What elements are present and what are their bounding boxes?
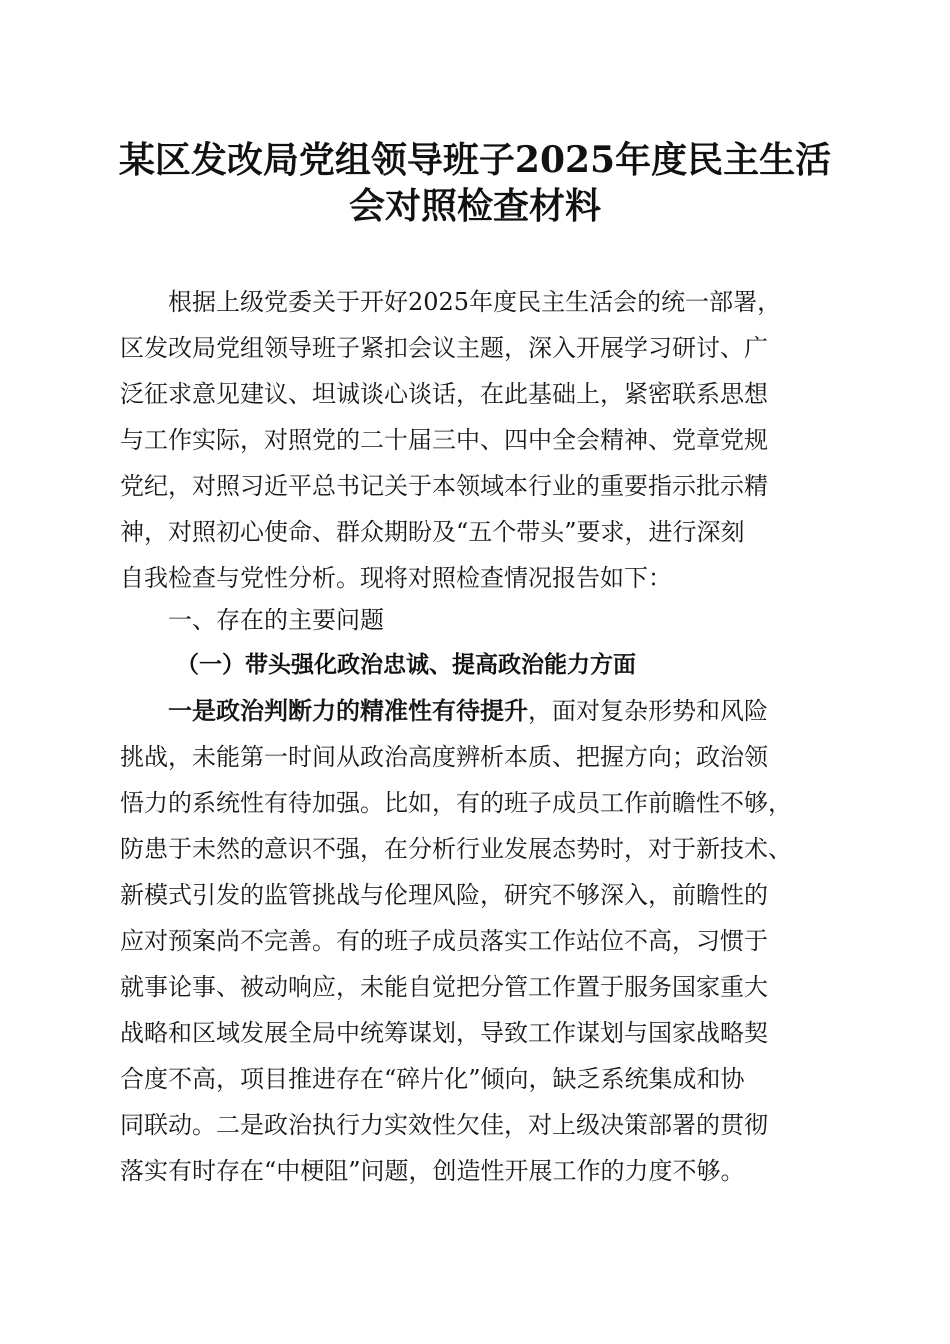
intro-line: 泛征求意见建议、坦诚谈心谈话，在此基础上，紧密联系思想 bbox=[120, 380, 768, 408]
intro-line: 神，对照初心使命、群众期盼及“五个带头”要求，进行深刻 bbox=[120, 518, 745, 546]
intro-line: 与工作实际，对照党的二十届三中、四中全会精神、党章党规 bbox=[120, 426, 768, 454]
intro-line: 根据上级党委关于开好2025年度民主生活会的统一部署， bbox=[168, 288, 782, 316]
paragraph-line: 就事论事、被动响应，未能自觉把分管工作置于服务国家重大 bbox=[120, 973, 768, 1001]
paragraph-line: 悟力的系统性有待加强。比如，有的班子成员工作前瞻性不够， bbox=[120, 789, 792, 817]
paragraph-line: 防患于未然的意识不强，在分析行业发展态势时，对于新技术、 bbox=[120, 835, 792, 863]
paragraph-line: 应对预案尚不完善。有的班子成员落实工作站位不高，习惯于 bbox=[120, 927, 768, 955]
intro-line: 自我检查与党性分析。现将对照检查情况报告如下： bbox=[120, 564, 672, 592]
document-title-line-1: 某区发改局党组领导班子2025年度民主生活 bbox=[118, 139, 832, 181]
section-heading: 一、存在的主要问题 bbox=[168, 606, 384, 634]
paragraph-line: 同联动。二是政治执行力实效性欠佳，对上级决策部署的贯彻 bbox=[120, 1111, 768, 1139]
intro-line: 党纪，对照习近平总书记关于本领域本行业的重要指示批示精 bbox=[120, 472, 768, 500]
document-title-line-2: 会对照检查材料 bbox=[348, 185, 601, 227]
paragraph-line: 新模式引发的监管挑战与伦理风险，研究不够深入，前瞻性的 bbox=[120, 881, 768, 909]
paragraph-first-line bbox=[168, 694, 888, 728]
emphasis-text: 一是政治判断力的精准性有待提升 bbox=[168, 696, 528, 725]
paragraph-line: 合度不高，项目推进存在“碎片化”倾向，缺乏系统集成和协 bbox=[120, 1065, 745, 1093]
paragraph-line: 战略和区域发展全局中统筹谋划，导致工作谋划与国家战略契 bbox=[120, 1019, 768, 1047]
paragraph-line: 落实有时存在“中梗阻”问题，创造性开展工作的力度不够。 bbox=[120, 1157, 745, 1185]
paragraph-text: ，面对复杂形势和风险 bbox=[528, 697, 768, 725]
paragraph-line: 挑战，未能第一时间从政治高度辨析本质、把握方向；政治领 bbox=[120, 743, 768, 771]
intro-line: 区发改局党组领导班子紧扣会议主题，深入开展学习研讨、广 bbox=[120, 334, 768, 362]
subsection-heading: （一）带头强化政治忠诚、提高政治能力方面 bbox=[176, 651, 636, 678]
